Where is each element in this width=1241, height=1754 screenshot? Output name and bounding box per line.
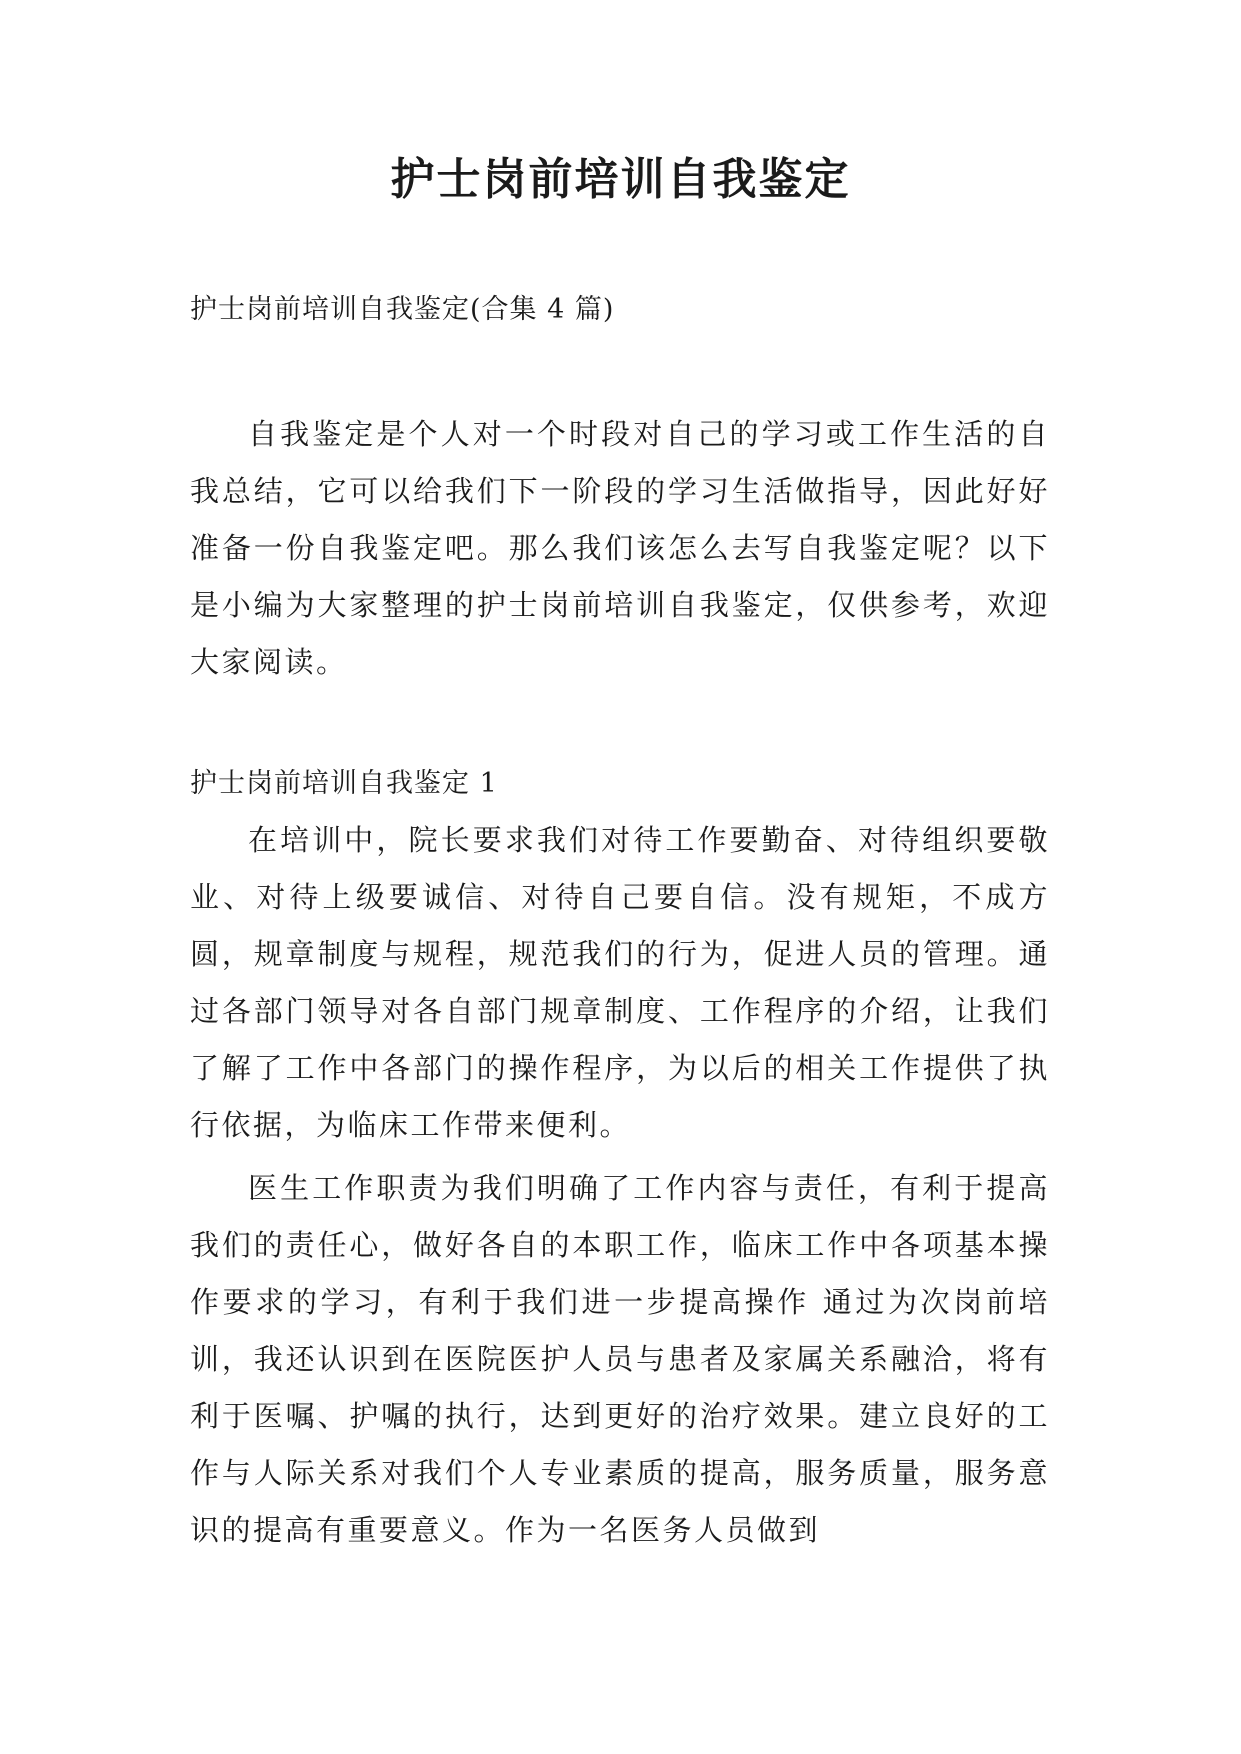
document-subtitle: 护士岗前培训自我鉴定(合集 4 篇) xyxy=(190,294,615,325)
body-paragraph-1: 在培训中，院长要求我们对待工作要勤奋、对待组织要敬业、对待上级要诚信、对待自己要自信。没有规矩，不成方圆，规章制度与规程，规范我们的行为，促进人员的管理。通过各部门领导对各自部门规章制度、工作程序的介绍，让我们了解了工作中各部门的操作程序，为以后的相关工作提供了执行依据，为临床工作带来便利。 xyxy=(190,823,1050,1142)
body-paragraph-2: 医生工作职责为我们明确了工作内容与责任，有利于提高我们的责任心，做好各自的本职工作，临床工作中各项基本操作要求的学习，有利于我们进一步提高操作 通过为次岗前培训，我还认识到在医院医护人员与患者及家属关系融洽，将有利于医嘱、护嘱的执行，达到更好的治疗效果。建立良好的工作与人际关系对我们个人专业素质的提高，服务质量，服务意识的提高有重要意义。作为一名医务人员做到 xyxy=(190,1171,1050,1547)
section-heading: 护士岗前培训自我鉴定 1 xyxy=(190,768,498,799)
intro-paragraph: 自我鉴定是个人对一个时段对自己的学习或工作生活的自我总结，它可以给我们下一阶段的学习生活做指导，因此好好准备一份自我鉴定吧。那么我们该怎么去写自我鉴定呢？以下是小编为大家整理的护士岗前培训自我鉴定，仅供参考，欢迎大家阅读。 xyxy=(190,417,1050,679)
document-title: 护士岗前培训自我鉴定 xyxy=(390,154,851,205)
